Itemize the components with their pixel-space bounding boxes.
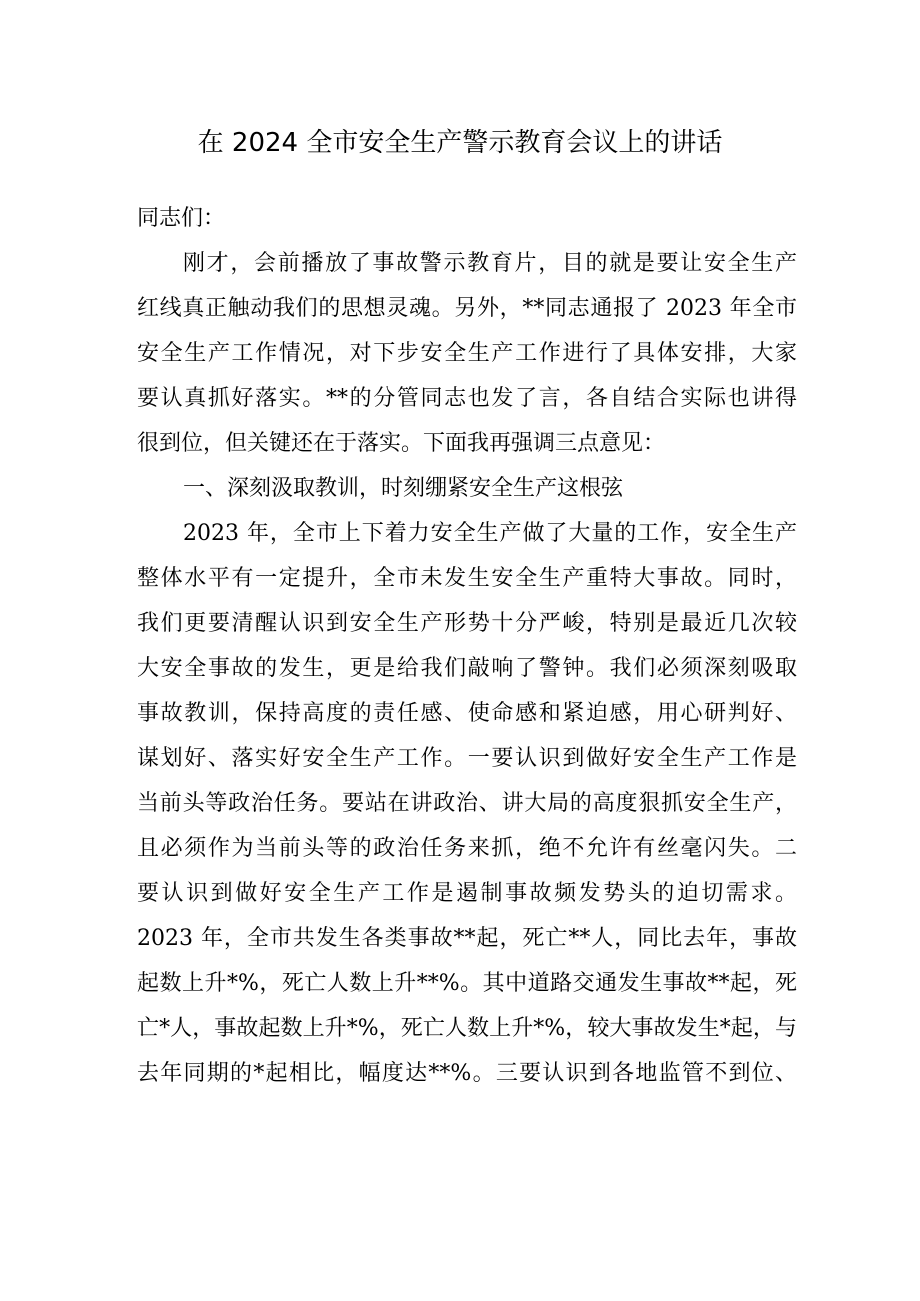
salutation: 同志们： (137, 206, 226, 231)
document-title: 在 2024 全市安全生产警示教育会议上的讲话 (197, 128, 723, 158)
paragraph-line: 整体水平有一定提升，全市未发生安全生产重特大事故。同时， (137, 566, 797, 591)
paragraph-line: 去年同期的*起相比，幅度达**%。三要认识到各地监管不到位、 (137, 1061, 797, 1086)
paragraph-line: 当前头等政治任务。要站在讲政治、讲大局的高度狠抓安全生产， (137, 791, 797, 816)
paragraph-line: 亡*人，事故起数上升*%，死亡人数上升*%，较大事故发生*起，与 (137, 1016, 797, 1041)
paragraph-line: 事故教训，保持高度的责任感、使命感和紧迫感，用心研判好、 (137, 701, 797, 726)
paragraph-line: 要认识到做好安全生产工作是遏制事故频发势头的迫切需求。 (137, 881, 797, 906)
paragraph-line: 安全生产工作情况，对下步安全生产工作进行了具体安排，大家 (137, 341, 797, 366)
paragraph-line: 且必须作为当前头等的政治任务来抓，绝不允许有丝毫闪失。二 (137, 836, 797, 861)
paragraph-line: 起数上升*%，死亡人数上升**%。其中道路交通发生事故**起，死 (137, 971, 797, 996)
document-body (137, 196, 797, 1096)
paragraph-line: 红线真正触动我们的思想灵魂。另外，**同志通报了 2023 年全市 (137, 296, 797, 321)
paragraph-line: 刚才，会前播放了事故警示教育片，目的就是要让安全生产 (183, 251, 797, 276)
paragraph-line: 很到位，但关键还在于落实。下面我再强调三点意见： (137, 431, 666, 456)
section-heading: 一、深刻汲取教训，时刻绷紧安全生产这根弦 (183, 476, 624, 501)
paragraph-line: 2023 年，全市共发生各类事故**起，死亡**人，同比去年，事故 (137, 926, 797, 951)
paragraph-line: 我们更要清醒认识到安全生产形势十分严峻，特别是最近几次较 (137, 611, 797, 636)
paragraph-line: 要认真抓好落实。**的分管同志也发了言，各自结合实际也讲得 (137, 386, 797, 411)
paragraph-line: 大安全事故的发生，更是给我们敲响了警钟。我们必须深刻吸取 (137, 656, 797, 681)
paragraph-line: 2023 年，全市上下着力安全生产做了大量的工作，安全生产 (183, 521, 797, 546)
paragraph-line: 谋划好、落实好安全生产工作。一要认识到做好安全生产工作是 (137, 746, 797, 771)
